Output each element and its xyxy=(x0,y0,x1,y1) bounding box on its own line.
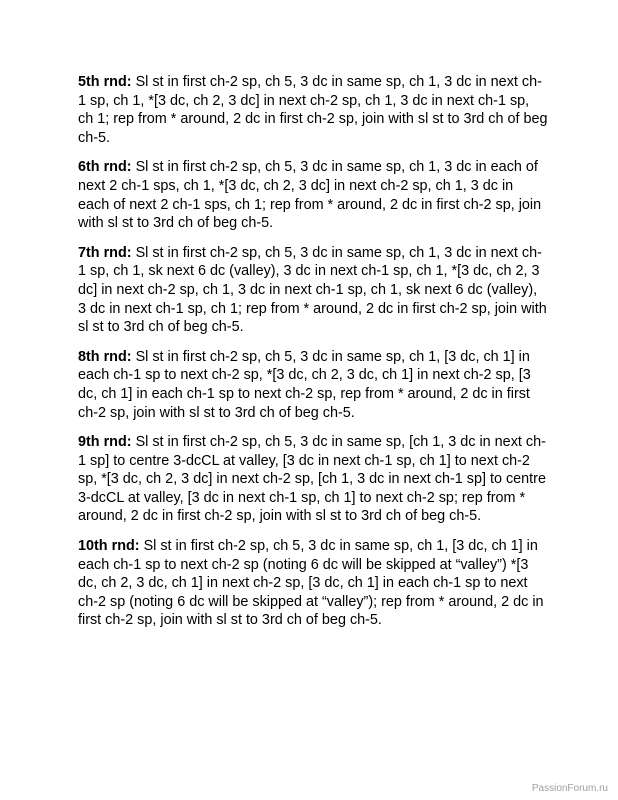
round-label: 6th rnd: xyxy=(78,159,132,176)
instructions-body xyxy=(78,73,548,641)
round-text: Sl st in first ch-2 sp, ch 5, 3 dc in same sp, ch 1, 3 dc in next ch-1 sp, ch 1, *[3 dc, ch 2, 3 dc] in next ch-2 sp, ch 1, 3 dc in next ch-1 sp, ch 1; rep from * around, 2 dc in first ch-2 sp, join with sl st to 3rd ch of beg ch-5. xyxy=(78,74,548,146)
round-label: 7th rnd: xyxy=(78,244,132,261)
round-label: 9th rnd: xyxy=(78,434,132,451)
round-text: Sl st in first ch-2 sp, ch 5, 3 dc in same sp, [ch 1, 3 dc in next ch-1 sp] to centre 3-dcCL at valley, [3 dc in next ch-1 sp, ch 1] to next ch-2 sp, *[3 dc, ch 2, 3 dc] in next ch-2 sp, [ch 1, 3 dc in next ch-1 sp] to centre 3-dcCL at valley, [3 dc in next ch-1 sp, ch 1] to next ch-2 sp; rep from * around, 2 dc in first ch-2 sp, join with sl st to 3rd ch of beg ch-5. xyxy=(78,434,546,525)
round-text: Sl st in first ch-2 sp, ch 5, 3 dc in same sp, ch 1, [3 dc, ch 1] in each ch-1 sp to next ch-2 sp, *[3 dc, ch 2, 3 dc, ch 1] in next ch-2 sp, [3 dc, ch 1] in each ch-1 sp to next ch-2 sp, rep from * around, 2 dc in first ch-2 sp, join with sl st to 3rd ch of beg ch-5. xyxy=(78,348,531,421)
round-9-paragraph xyxy=(78,433,548,526)
round-8-paragraph xyxy=(78,348,548,422)
round-5-paragraph xyxy=(78,73,548,147)
round-text: Sl st in first ch-2 sp, ch 5, 3 dc in same sp, ch 1, 3 dc in each of next 2 ch-1 sps, ch 1, *[3 dc, ch 2, 3 dc] in next ch-2 sp, ch 1, 3 dc in each of next 2 ch-1 sps, ch 1; rep from * around, 2 dc in first ch-2 sp, join with sl st to 3rd ch of beg ch-5. xyxy=(78,159,542,232)
round-label: 5th rnd: xyxy=(78,74,132,90)
round-10-paragraph xyxy=(78,537,548,630)
round-label: 10th rnd: xyxy=(78,538,140,555)
round-7-paragraph xyxy=(78,244,548,337)
round-6-paragraph xyxy=(78,158,548,232)
round-text: Sl st in first ch-2 sp, ch 5, 3 dc in same sp, ch 1, [3 dc, ch 1] in each ch-1 sp to next ch-2 sp (noting 6 dc will be skipped at “valley”) *[3 dc, ch 2, 3 dc, ch 1] in next ch-2 sp, [3 dc, ch 1] in each ch-1 sp to next ch-2 sp (noting 6 dc will be skipped at “valley”); rep from * around, 2 dc in first ch-2 sp, join with sl st to 3rd ch of beg ch-5. xyxy=(78,538,544,629)
round-label: 8th rnd: xyxy=(78,348,132,365)
site-watermark: PassionForum.ru xyxy=(531,783,608,794)
round-text: Sl st in first ch-2 sp, ch 5, 3 dc in same sp, ch 1, 3 dc in next ch-1 sp, ch 1, sk next 6 dc (valley), 3 dc in next ch-1 sp, ch 1, *[3 dc, ch 2, 3 dc] in next ch-2 sp, ch 1, 3 dc in next ch-1 sp, ch 1, sk next 6 dc (valley), 3 dc in next ch-1 sp, ch 1; rep from * around, 2 dc in first ch-2 sp, join with sl st to 3rd ch of beg ch-5. xyxy=(78,244,547,336)
